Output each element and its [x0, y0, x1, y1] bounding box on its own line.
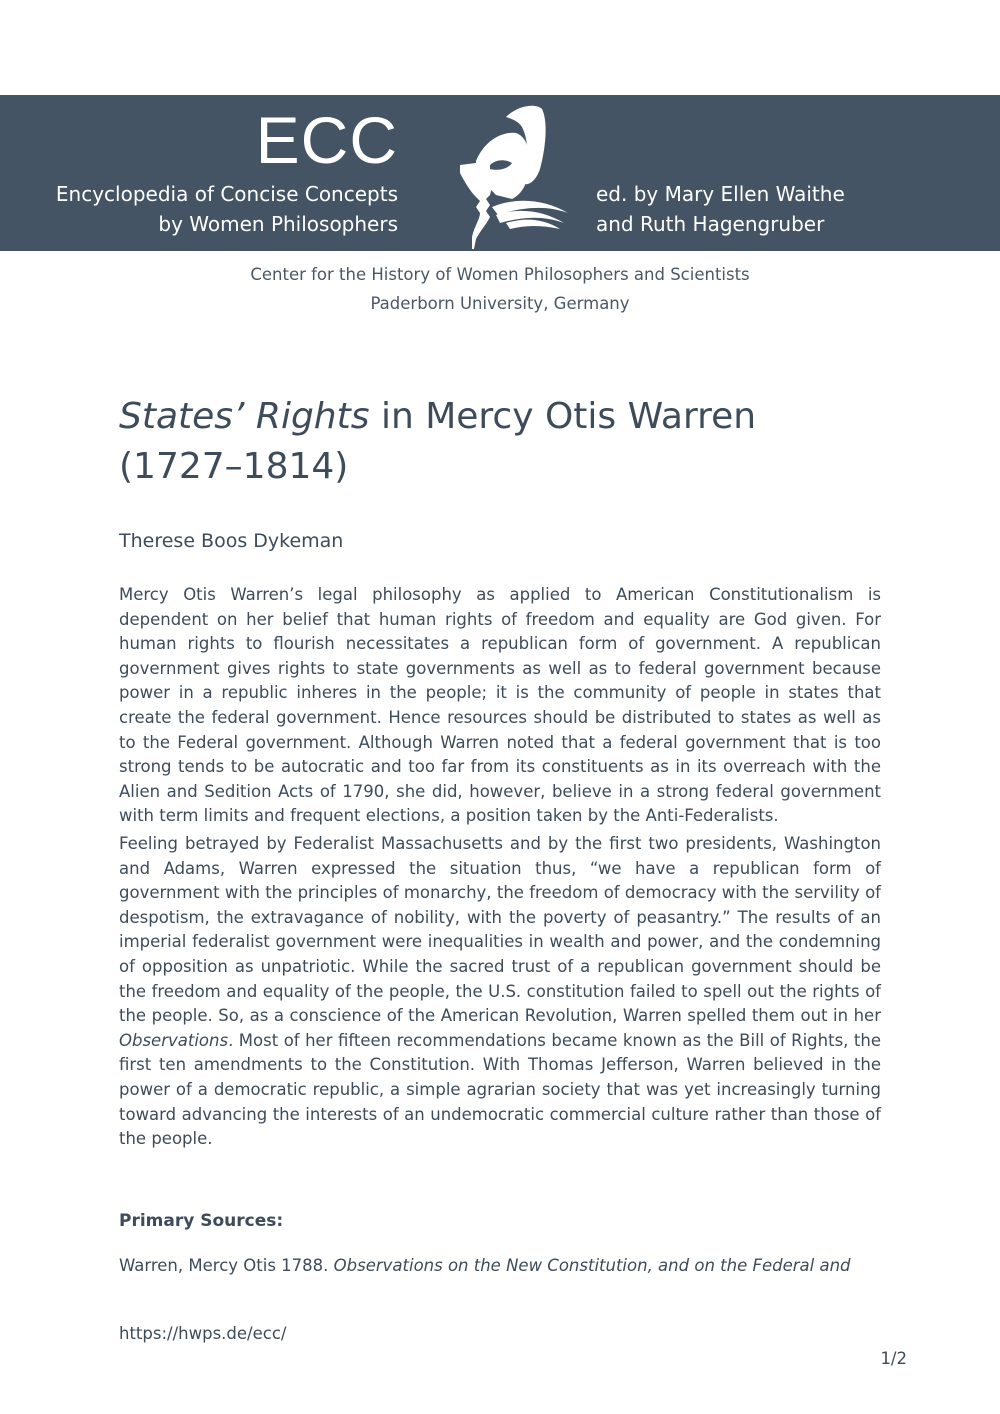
article-title: [119, 392, 879, 492]
ecc-logo-text: ECC: [255, 103, 398, 177]
primary-sources-heading: Primary Sources:: [119, 1211, 284, 1231]
footer-url[interactable]: https://hwps.de/ecc/: [119, 1324, 287, 1343]
body-paragraph-2: [119, 832, 881, 1152]
paragraph2-italic: Observations: [119, 1030, 229, 1050]
editors-line1: ed. by Mary Ellen Waithe: [596, 182, 845, 206]
article-author: Therese Boos Dykeman: [119, 530, 344, 552]
page-number: 1/2: [880, 1349, 907, 1368]
encyclopedia-title: [56, 179, 398, 239]
source-entry-title: Observations on the New Constitution, and on the Federal and: [333, 1256, 851, 1275]
article-title-dates: (1727–1814): [119, 446, 349, 487]
source-entry-author: Warren, Mercy Otis 1788.: [119, 1256, 334, 1275]
article-title-italic: States’ Rights: [119, 396, 370, 437]
encyclopedia-title-line2: by Women Philosophers: [158, 212, 398, 236]
paragraph2-text-a: Feeling betrayed by Federalist Massachusetts and by the first two presidents, Washington and Adams, Warren expressed the situation thus, “we have a republican form of government with the principles of monarchy, the freedom of democracy with the servility of despotism, the extravagance of nobility, with the poverty of peasantry.” The results of an imperial federalist government were inequalities in wealth and power, and the condemning of opposition as unpatriotic. While the sacred trust of a republican government should be the freedom and equality of the people, the U.S. constitution failed to spell out the rights of the people. So, as a conscience of the American Revolution, Warren spelled them out in her: [119, 834, 881, 1026]
institution-name: Center for the History of Women Philosophers and Scientists: [250, 265, 750, 284]
encyclopedia-title-line1: Encyclopedia of Concise Concepts: [55, 182, 398, 206]
editors-credit: [596, 179, 845, 239]
institution-location: Paderborn University, Germany: [370, 294, 630, 313]
editors-line2: and Ruth Hagengruber: [596, 212, 825, 236]
paragraph2-text-b: . Most of her fifteen recommendations became known as the Bill of Rights, the first ten amendments to the Constitution. With Thomas Jefferson, Warren believed in the power of a democratic republic, a simple agrarian society that was yet increasingly turning toward advancing the interests of an undemocratic commercial culture rather than those of the people.: [119, 1030, 881, 1149]
athena-helmet-icon: [436, 99, 576, 251]
body-paragraph-1: Mercy Otis Warren’s legal philosophy as applied to American Constitutionalism is dependent on her belief that human rights of freedom and equality are God given. For human rights to flourish necessitates a republican form of government. A republican government gives rights to state governments as well as to federal government because power in a republic inheres in the people; it is the community of people in states that create the federal government. Hence resources should be distributed to states as well as to the Federal government. Although Warren noted that a federal government that is too strong tends to be autocratic and too far from its constituents as in its overreach with the Alien and Sedition Acts of 1790, she did, however, believe in a strong federal government with term limits and frequent elections, a position taken by the Anti-Federalists.: [119, 585, 881, 826]
source-entry: [119, 1256, 889, 1275]
article-title-rest: in Mercy Otis Warren: [369, 396, 757, 437]
header-banner: [0, 95, 1000, 251]
